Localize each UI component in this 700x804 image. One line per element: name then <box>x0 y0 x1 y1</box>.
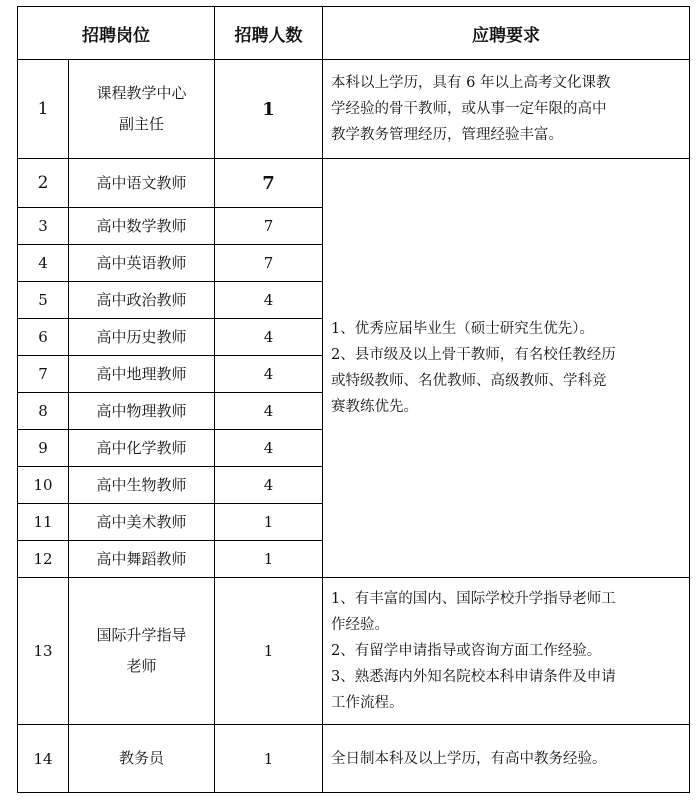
row-number: 11 <box>18 504 69 541</box>
row-number: 14 <box>18 725 69 793</box>
cell-line: 高中物理教师 <box>96 401 187 420</box>
row-number: 4 <box>18 245 69 282</box>
position-name <box>69 725 215 793</box>
position-name <box>69 467 215 504</box>
cell-line: 老师 <box>126 657 157 675</box>
header-requirements: 应聘要求 <box>323 7 690 60</box>
cell-line: 高中化学教师 <box>96 438 187 457</box>
position-name <box>69 159 215 208</box>
cell-line: 高中地理教师 <box>96 364 187 383</box>
headcount: 4 <box>215 356 323 393</box>
position-name <box>69 60 215 159</box>
cell-line: 高中数学教师 <box>96 216 187 235</box>
row-number: 10 <box>18 467 69 504</box>
headcount: 4 <box>215 430 323 467</box>
cell-line: 高中舞蹈教师 <box>96 549 187 568</box>
table-row <box>18 725 690 793</box>
requirements-cell <box>323 159 690 578</box>
recruitment-table <box>17 6 690 793</box>
position-name <box>69 245 215 282</box>
cell-line: 1、有丰富的国内、国际学校升学指导老师工 <box>331 591 616 607</box>
position-name <box>69 208 215 245</box>
headcount: 1 <box>215 504 323 541</box>
cell-line: 2、有留学申请指导或咨询方面工作经验。 <box>331 643 602 659</box>
headcount: 1 <box>215 725 323 793</box>
cell-line: 高中美术教师 <box>96 512 187 531</box>
cell-line: 高中历史教师 <box>96 327 187 346</box>
headcount: 1 <box>215 578 323 725</box>
row-number: 7 <box>18 356 69 393</box>
headcount: 1 <box>215 541 323 578</box>
headcount: 4 <box>215 319 323 356</box>
cell-line: 2、县市级及以上骨干教师，有名校任教经历 <box>331 347 616 363</box>
cell-line: 教学教务管理经历，管理经验丰富。 <box>331 127 563 143</box>
position-name <box>69 282 215 319</box>
row-number: 8 <box>18 393 69 430</box>
row-number: 6 <box>18 319 69 356</box>
row-number: 5 <box>18 282 69 319</box>
cell-line: 高中政治教师 <box>96 290 187 309</box>
requirements-cell <box>323 60 690 159</box>
table-row <box>18 60 690 159</box>
row-number: 2 <box>18 159 69 208</box>
header-position: 招聘岗位 <box>18 7 215 60</box>
headcount: 4 <box>215 282 323 319</box>
headcount: 7 <box>215 245 323 282</box>
position-name <box>69 319 215 356</box>
cell-line: 3、熟悉海内外知名院校本科申请条件及申请 <box>331 669 616 685</box>
position-name <box>69 356 215 393</box>
headcount: 7 <box>215 208 323 245</box>
cell-line: 或特级教师、名优教师、高级教师、学科竞 <box>331 373 607 389</box>
requirements-cell <box>323 725 690 793</box>
table-row <box>18 159 690 208</box>
requirements-cell <box>323 578 690 725</box>
header-row <box>18 7 690 60</box>
cell-line: 学经验的骨干教师，或从事一定年限的高中 <box>331 101 607 117</box>
row-number: 12 <box>18 541 69 578</box>
table-row <box>18 578 690 725</box>
cell-line: 工作流程。 <box>331 695 404 711</box>
cell-line: 课程教学中心 <box>96 84 187 102</box>
cell-line: 高中语文教师 <box>96 173 187 192</box>
row-number: 9 <box>18 430 69 467</box>
header-count: 招聘人数 <box>215 7 323 60</box>
headcount: 4 <box>215 467 323 504</box>
headcount: 4 <box>215 393 323 430</box>
cell-line: 本科以上学历，具有 6 年以上高考文化课教 <box>331 75 611 91</box>
headcount: 1 <box>215 60 323 159</box>
row-number: 3 <box>18 208 69 245</box>
position-name <box>69 430 215 467</box>
row-number: 13 <box>18 578 69 725</box>
table-body <box>18 60 690 793</box>
cell-line: 赛教练优先。 <box>331 399 418 415</box>
cell-line: 高中生物教师 <box>96 475 187 494</box>
position-name <box>69 541 215 578</box>
position-name <box>69 504 215 541</box>
cell-line: 教务员 <box>118 749 164 767</box>
cell-line: 作经验。 <box>331 617 389 633</box>
cell-line: 高中英语教师 <box>96 253 187 272</box>
cell-line: 全日制本科及以上学历，有高中教务经验。 <box>331 750 607 767</box>
cell-line: 1、优秀应届毕业生（硕士研究生优先）。 <box>331 321 594 337</box>
position-name <box>69 578 215 725</box>
cell-line: 国际升学指导 <box>96 626 187 644</box>
row-number: 1 <box>18 60 69 159</box>
cell-line: 副主任 <box>118 115 164 133</box>
headcount: 7 <box>215 159 323 208</box>
position-name <box>69 393 215 430</box>
